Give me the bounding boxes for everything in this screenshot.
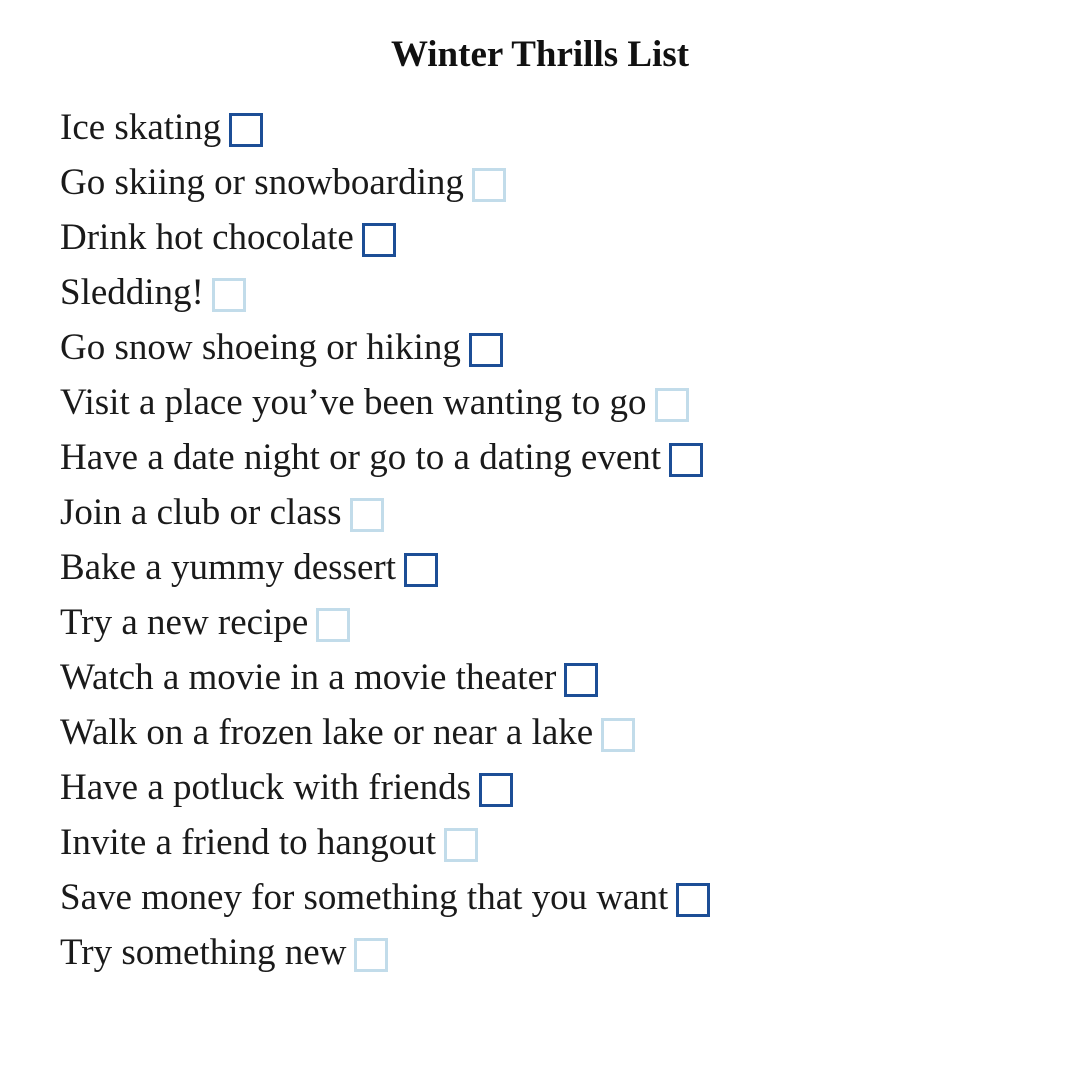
item-label: Visit a place you’ve been wanting to go xyxy=(60,382,647,423)
list-item xyxy=(60,650,710,705)
checkbox[interactable] xyxy=(444,828,478,862)
list-item xyxy=(60,210,710,265)
item-label: Save money for something that you want xyxy=(60,877,669,918)
list-item xyxy=(60,815,710,870)
checkbox[interactable] xyxy=(362,223,396,257)
checkbox[interactable] xyxy=(212,278,246,312)
item-label: Go snow shoeing or hiking xyxy=(60,327,461,368)
checkbox[interactable] xyxy=(479,773,513,807)
checkbox[interactable] xyxy=(601,718,635,752)
list-item xyxy=(60,925,710,980)
list-item xyxy=(60,320,710,375)
checkbox[interactable] xyxy=(676,883,710,917)
item-label: Go skiing or snowboarding xyxy=(60,162,464,203)
item-label: Sledding! xyxy=(60,272,204,313)
list-item xyxy=(60,760,710,815)
item-label: Watch a movie in a movie theater xyxy=(60,657,557,698)
list-item xyxy=(60,705,710,760)
list-item xyxy=(60,485,710,540)
list-item xyxy=(60,100,710,155)
checkbox[interactable] xyxy=(316,608,350,642)
list-item xyxy=(60,155,710,210)
item-label: Ice skating xyxy=(60,107,222,148)
item-label: Try a new recipe xyxy=(60,602,309,643)
checkbox[interactable] xyxy=(655,388,689,422)
item-label: Try something new xyxy=(60,932,347,973)
list-item xyxy=(60,870,710,925)
checkbox[interactable] xyxy=(354,938,388,972)
checkbox[interactable] xyxy=(669,443,703,477)
checkbox[interactable] xyxy=(350,498,384,532)
checkbox[interactable] xyxy=(472,168,506,202)
item-label: Bake a yummy dessert xyxy=(60,547,396,588)
item-label: Invite a friend to hangout xyxy=(60,822,437,863)
item-label: Drink hot chocolate xyxy=(60,217,354,258)
list-item xyxy=(60,540,710,595)
checkbox[interactable] xyxy=(564,663,598,697)
item-label: Have a potluck with friends xyxy=(60,767,471,808)
page-title: Winter Thrills List xyxy=(390,34,690,75)
item-label: Join a club or class xyxy=(60,492,342,533)
checkbox[interactable] xyxy=(469,333,503,367)
checkbox[interactable] xyxy=(229,113,263,147)
item-label: Have a date night or go to a dating event xyxy=(60,437,662,478)
list-item xyxy=(60,595,710,650)
list-item xyxy=(60,375,710,430)
list-item xyxy=(60,265,710,320)
checklist xyxy=(60,100,710,980)
list-item xyxy=(60,430,710,485)
item-label: Walk on a frozen lake or near a lake xyxy=(60,712,594,753)
checkbox[interactable] xyxy=(404,553,438,587)
